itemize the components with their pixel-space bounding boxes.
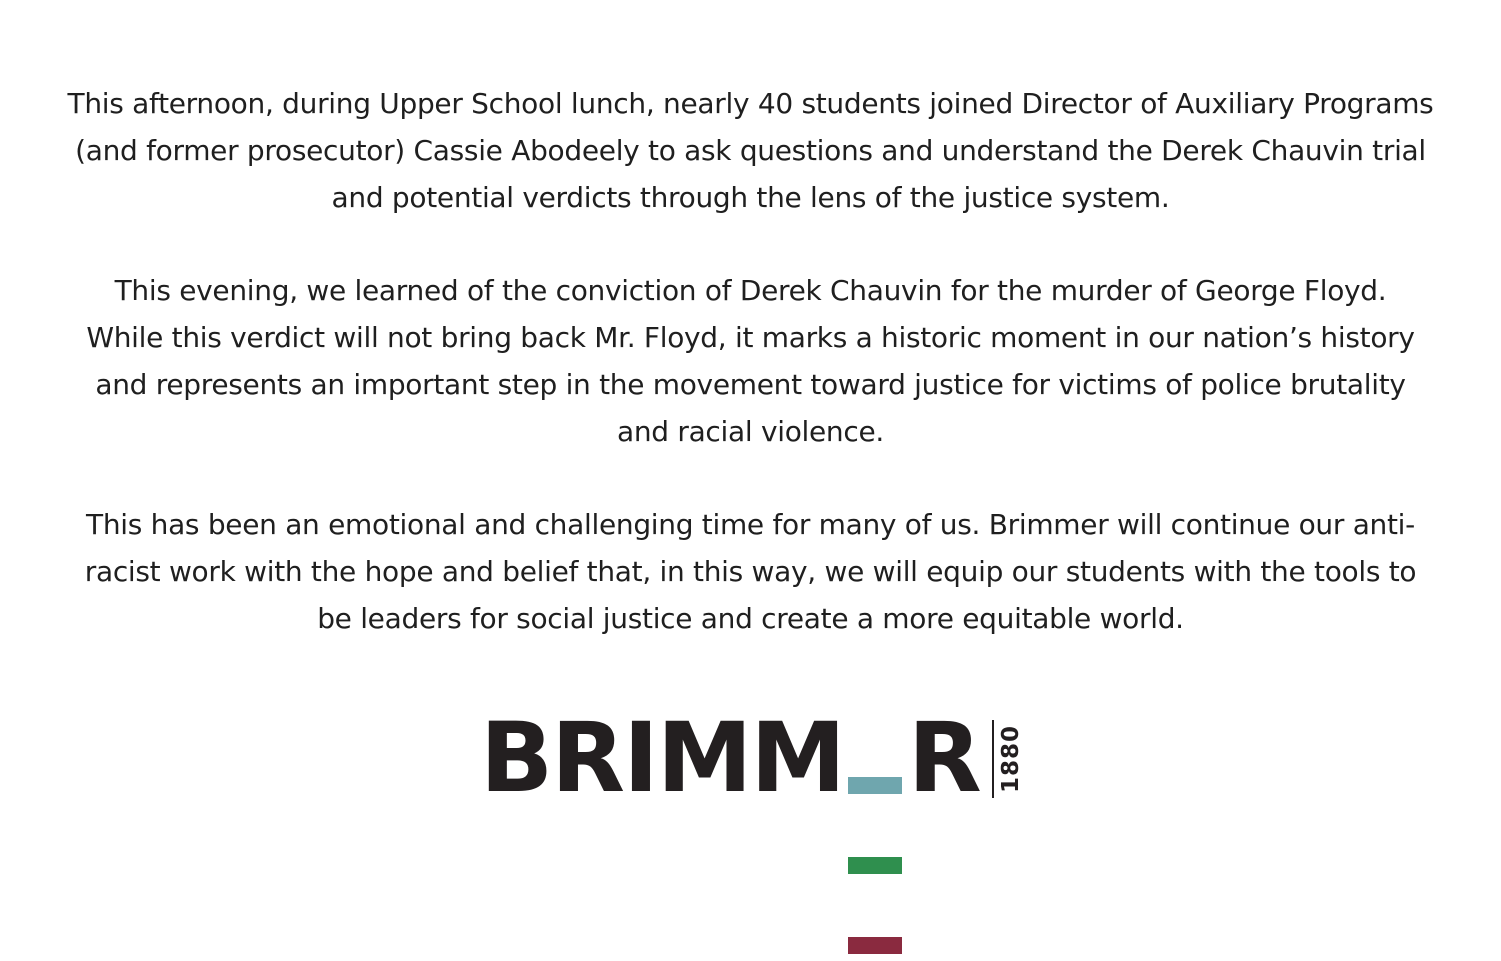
paragraph-brimmer-commitment: This has been an emotional and challenging time for many of us. Brimmer will continue our anti-racist work with the hope and belief that, in this way, we will equip our students with the tools to be leaders for social justice and create a more equitable world.: [84, 508, 1417, 635]
logo-bar-top: [848, 777, 902, 794]
logo-divider: [992, 720, 994, 798]
logo-bar-middle: [848, 857, 902, 874]
logo-year: 1880: [997, 725, 1024, 794]
logo-e-bars: [848, 721, 902, 795]
paragraph-afternoon: This afternoon, during Upper School lunch, nearly 40 students joined Director of Auxiliary Programs (and former prosecutor) Cassie Abodeely to ask questions and understand the Derek Chauvin trial and potential verdicts through the lens of the justice system.: [67, 87, 1434, 214]
logo-letters-after: R: [907, 702, 980, 814]
paragraph-evening: This evening, we learned of the conviction of Derek Chauvin for the murder of George Floyd. While this verdict will not bring back Mr. Floyd, it marks a historic moment in our nation’s history and represents an important step in the movement toward justice for victims of police brutality and racial violence.: [86, 274, 1415, 448]
brimmer-logo: [480, 702, 1024, 814]
logo-bar-bottom: [848, 937, 902, 954]
logo-letters-before: BRIMM: [480, 702, 844, 814]
logo-wordmark: [480, 702, 980, 814]
letter-body: [0, 80, 1501, 642]
